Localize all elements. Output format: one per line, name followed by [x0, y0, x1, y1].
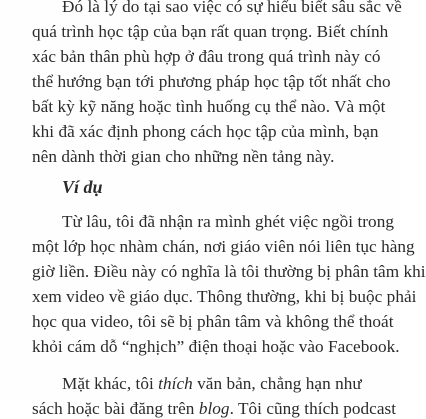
paragraph-3-emphasis-blog: blog	[198, 399, 230, 418]
paragraph-3-line-2	[32, 399, 396, 419]
paragraph-3-line-2-a: sách hoặc bài đăng trên	[32, 399, 199, 418]
paragraph-1-line-7: nên dành thời gian cho những nền tảng này.	[32, 147, 335, 166]
paragraph-2-line-5: học qua video, tôi sẽ bị phân tâm và không thể thoát	[32, 312, 394, 331]
paragraph-1-line-3: xác bản thân phù hợp ở đâu trong quá trình này có	[32, 47, 381, 66]
paragraph-3-line-2-b: . Tôi cũng thích podcast	[229, 399, 397, 418]
paragraph-1-line-4: thể hướng bạn tới phương pháp học tập tốt nhất cho	[32, 72, 391, 91]
paragraph-2-line-6: khỏi cám dỗ “nghịch” điện thoại hoặc vào Facebook.	[32, 337, 400, 356]
paragraph-1-line-2: quá trình học tập của bạn rất quan trọng. Biết chính	[32, 22, 389, 41]
paragraph-3-line-1-b: văn bản, chẳng hạn như	[192, 374, 362, 393]
paragraph-2-line-3: giờ liền. Điều này có nghĩa là tôi thường bị phân tâm khi	[32, 262, 426, 281]
paragraph-3-emphasis-thich: thích	[158, 374, 193, 393]
paragraph-1-line-1: Đó là lý do tại sao việc có sự hiểu biết sâu sắc về	[62, 0, 402, 16]
paragraph-2-line-4: xem video về giáo dục. Thông thường, khi bị buộc phải	[32, 287, 417, 306]
section-heading: Ví dụ	[62, 177, 103, 197]
paragraph-2-line-1: Từ lâu, tôi đã nhận ra mình ghét việc ngồi trong	[62, 212, 394, 231]
paragraph-1-line-5: bất kỳ kỹ năng hoặc tình huống cụ thể nào. Và một	[32, 97, 386, 116]
paragraph-3-line-1-a: Mặt khác, tôi	[62, 374, 159, 393]
paragraph-2-line-2: một lớp học nhàm chán, nơi giáo viên nói liên tục hàng	[32, 237, 415, 256]
paragraph-1-line-6: khi đã xác định phong cách học tập của mình, bạn	[32, 122, 379, 141]
paragraph-3-line-1	[62, 374, 362, 394]
